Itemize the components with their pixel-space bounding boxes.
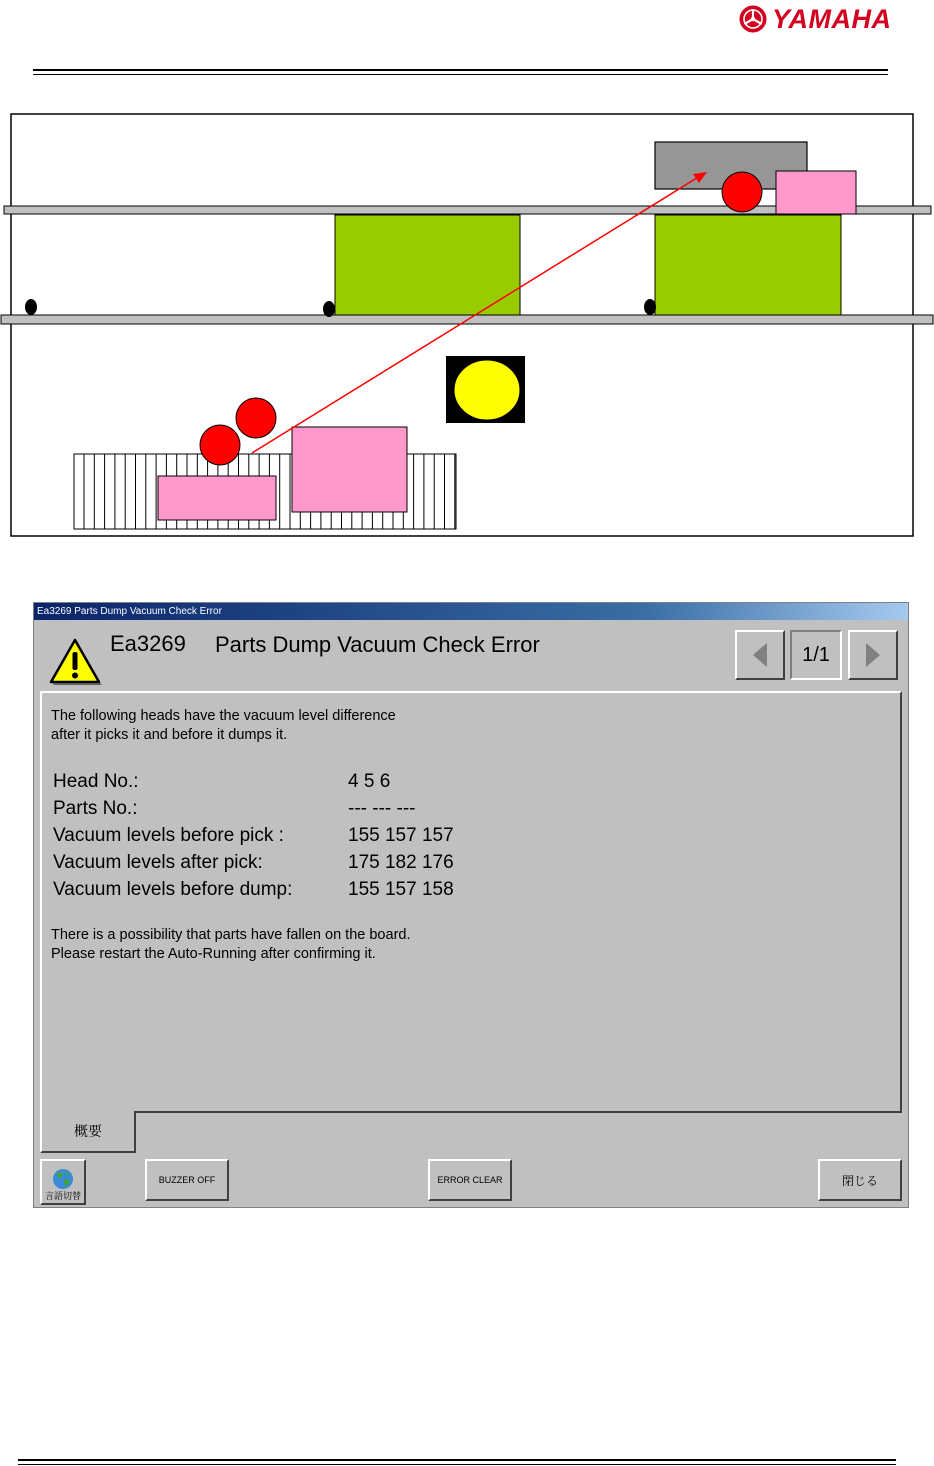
detail-label: Vacuum levels before dump: (53, 879, 293, 900)
machine-diagram (0, 108, 934, 542)
detail-label: Vacuum levels before pick : (53, 825, 284, 846)
note-line-2: Please restart the Auto-Running after confirming it. (51, 946, 376, 962)
buzzer-off-button[interactable]: BUZZER OFF (145, 1159, 229, 1201)
globe-icon (51, 1167, 75, 1191)
language-switch-label: 言語切替 (44, 1191, 81, 1201)
yamaha-logo (738, 2, 898, 36)
error-dialog (33, 602, 909, 1208)
next-page-button[interactable] (848, 630, 898, 680)
brand-name: YAMAHA (772, 3, 892, 34)
detail-label: Head No.: (53, 771, 139, 792)
stopper-2 (323, 301, 335, 317)
detail-value: 155 157 158 (348, 879, 454, 900)
dumped-part-2 (292, 427, 407, 512)
nozzle-top (722, 172, 762, 212)
part-top (776, 171, 856, 214)
stopper-1 (25, 299, 37, 315)
triangle-left-icon (751, 642, 769, 668)
nozzle-dump-2 (200, 425, 240, 465)
nozzle-dump-1 (236, 398, 276, 438)
error-clear-button[interactable]: ERROR CLEAR (428, 1159, 512, 1201)
fiducial-mark (454, 360, 520, 420)
note-line-1: There is a possibility that parts have fallen on the board. (51, 927, 411, 943)
detail-value: 175 182 176 (348, 852, 454, 873)
detail-value: 155 157 157 (348, 825, 454, 846)
prev-page-button[interactable] (735, 630, 785, 680)
footer-rule (18, 1459, 896, 1461)
tab-summary[interactable]: 概要 (40, 1111, 136, 1153)
footer-rule-thin (18, 1464, 896, 1465)
warning-icon (48, 637, 102, 685)
message-line-2: after it picks it and before it dumps it. (51, 727, 288, 743)
close-button[interactable]: 閉じる (818, 1159, 902, 1201)
detail-label: Parts No.: (53, 798, 138, 819)
error-code: Ea3269 (110, 631, 186, 656)
triangle-right-icon (864, 642, 882, 668)
error-title: Parts Dump Vacuum Check Error (215, 632, 540, 657)
header-rule-thin (33, 74, 888, 75)
message-line-1: The following heads have the vacuum level difference (51, 708, 396, 724)
page-indicator: 1/1 (790, 630, 842, 680)
dumped-part-1 (158, 476, 276, 520)
board-green-2 (655, 215, 841, 315)
stopper-3 (644, 299, 656, 315)
message-panel (40, 691, 902, 1113)
detail-value: 4 5 6 (348, 771, 391, 792)
yamaha-tuning-fork-icon (738, 4, 768, 34)
board-green-1 (335, 215, 520, 315)
detail-label: Vacuum levels after pick: (53, 852, 263, 873)
dialog-titlebar[interactable]: Ea3269 Parts Dump Vacuum Check Error (34, 603, 908, 620)
language-switch-button[interactable] (40, 1159, 86, 1205)
header-rule (33, 69, 888, 71)
detail-value: --- --- --- (348, 798, 416, 819)
